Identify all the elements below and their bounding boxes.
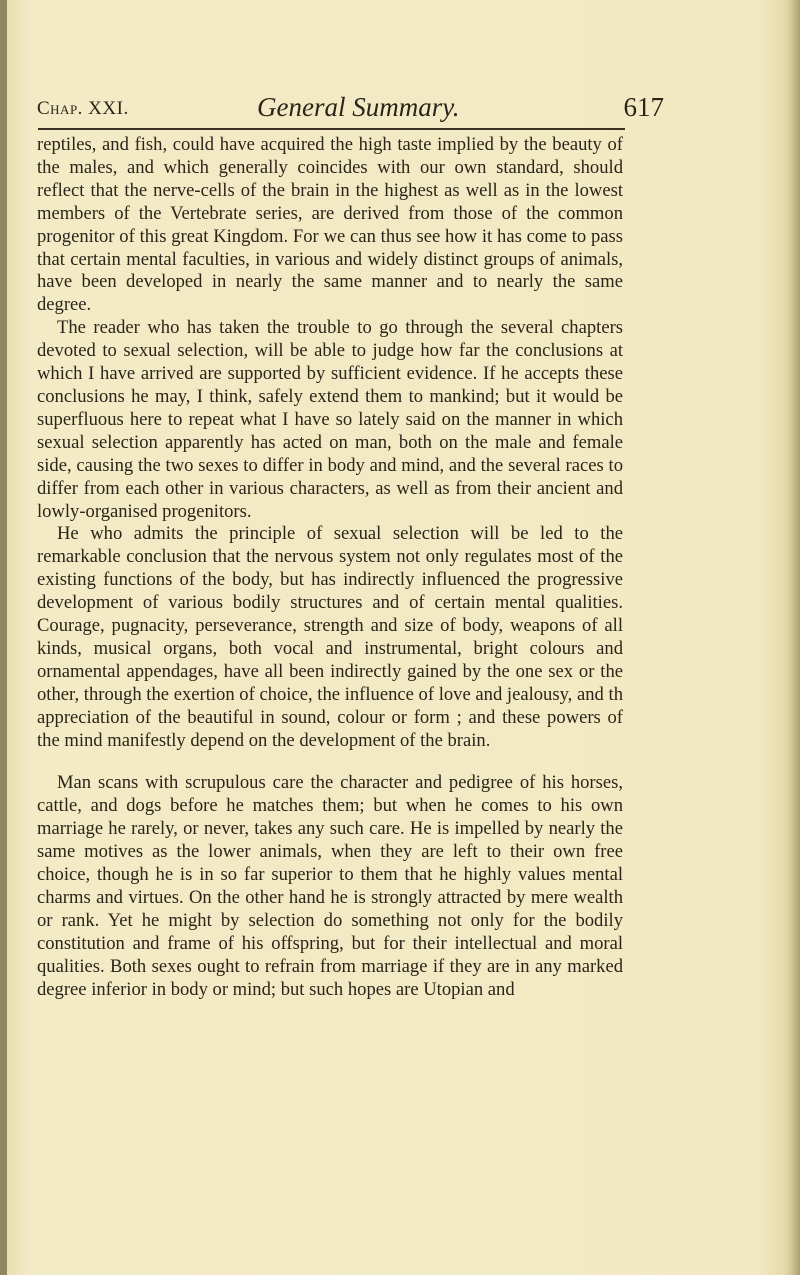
- paragraph-3: He who admits the principle of sexual selection will be led to the remarkable conclusion that the nervous system not only regulates most of the existing functions of the body, but has indirectly influenced the progressive development of various bodily structures and of certain mental qualities. Courage, pugnacity, perseverance, strength and size of body, weapons of all kinds, musical organs, both vocal and instrumental, bright colours and ornamental appendages, have all been indirectly gained by the one sex or the other, through the exertion of choice, the influence of love and jealousy, and th appreciation of the beautiful in sound, colour or form ; and these powers of the mind manifestly depend on the development of the brain.: [37, 523, 623, 751]
- page-number: 617: [623, 92, 664, 122]
- running-head: [37, 92, 779, 132]
- binding-edge: [0, 0, 7, 1275]
- body-text: [37, 134, 623, 1002]
- paragraph-4: Man scans with scrupulous care the character and pedigree of his horses, cattle, and dogs before he matches them; but when he comes to his own marriage he rarely, or never, takes any such care. He is impelled by nearly the same motives as the lower animals, when they are left to their own free choice, though he is in so far superior to them that he highly values mental charms and virtues. On the other hand he is strongly attracted by mere wealth or rank. Yet he might by selection do something not only for the bodily constitution and frame of his offspring, but for their intellectual and moral qualities. Both sexes ought to refrain from marriage if they are in any marked degree inferior in body or mind; but such hopes are Utopian and: [37, 772, 623, 1000]
- running-title: General Summary.: [257, 92, 460, 122]
- page-edge: [790, 0, 800, 1275]
- paragraph-2: The reader who has taken the trouble to go through the several chapters devoted to sexual selection, will be able to judge how far the conclusions at which I have arrived are supported by sufficient evidence. If he accepts these conclusions he may, I think, safely extend them to mankind; but it would be superfluous here to repeat what I have so lately said on the manner in which sexual selection apparently has acted on man, both on the male and female side, causing the two sexes to differ in body and mind, and the several races to differ from each other in various characters, as well as from their ancient and lowly-organised progenitors.: [37, 317, 623, 522]
- paragraph-1: reptiles, and fish, could have acquired the high taste implied by the beauty of the males, and which generally coincides with our own standard, should reflect that the nerve-cells of the brain in the highest as well as in the lowest members of the Vertebrate series, are derived from those of the common progenitor of this great Kingdom. For we can thus see how it has come to pass that certain mental faculties, in various and widely distinct groups of animals, have been developed in nearly the same manner and to nearly the same degree.: [37, 134, 623, 316]
- header-rule: [38, 128, 625, 130]
- chapter-label: Chap. XXI.: [37, 98, 129, 119]
